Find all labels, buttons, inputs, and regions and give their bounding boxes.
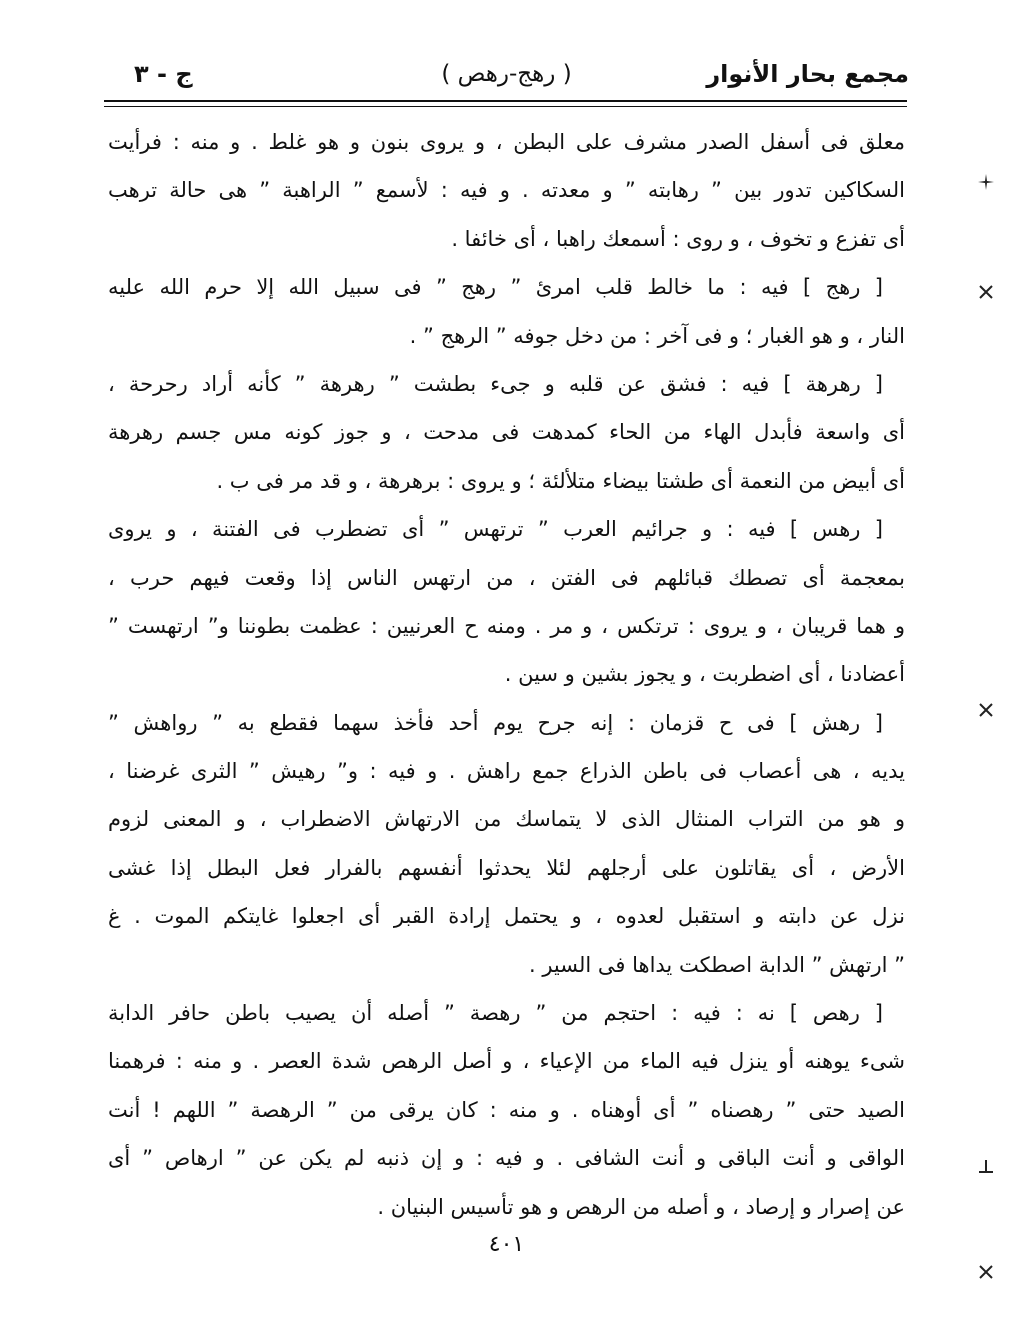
book-title: مجمع بحار الأنوار xyxy=(706,60,909,88)
text-line: الواقى و أنت الباقى و أنت الشافى . و فيه : و إن ذنبه لم يكن عن ” ارهاص ” أى xyxy=(108,1146,905,1171)
entry-rahs-sad xyxy=(108,989,905,1231)
text-line: [ رهج ] فيه : ما خالط قلب امرئ ” رهج ” فى سبيل الله إلا حرم الله عليه xyxy=(108,275,883,300)
running-header xyxy=(104,52,909,96)
text-line: و هو من التراب المنثال الذى لا يتماسك من الارتهاش الاضطراب ، و المعنى لزوم xyxy=(108,807,905,832)
tick-mark-icon xyxy=(976,1156,996,1176)
section-range: ( رهج-رهص ) xyxy=(441,61,572,87)
text-line: أى أبيض من النعمة أى طشتا بيضاء متلألئة ؛ و يروى : برهرهة ، و قد مر فى ب . xyxy=(216,468,905,493)
entry-rahsh xyxy=(108,699,905,989)
text-line: نزل عن دابته و استقبل لعدوه ، و يحتمل إرادة القبر أى اجعلوا غايتكم الموت . غ xyxy=(108,904,905,929)
text-line: أى تفزع و تخوف ، و روى : أسمعك راهبا ، أى خائفا . xyxy=(451,226,905,251)
text-line: [ رهص ] نه : فيه : احتجم من ” رهصة ” أصله أن يصيب باطن حافر الدابة xyxy=(108,1001,883,1026)
entry-rahraha xyxy=(108,360,905,505)
cross-mark-icon xyxy=(976,700,996,720)
cross-mark-icon xyxy=(976,1262,996,1282)
text-line: [ رهش ] فى ح قزمان : إنه جرح يوم أحد فأخذ سهما فقطع به ” رواهش ” xyxy=(108,710,883,735)
entry-rahs xyxy=(108,505,905,699)
asterisk-mark-icon xyxy=(976,172,996,192)
page-number: ٤٠١ xyxy=(488,1232,525,1257)
text-line: أعضادنا ، أى اضطربت ، و يجوز بشين و سين . xyxy=(504,662,905,687)
entry-rahj xyxy=(108,263,905,360)
page-body xyxy=(108,118,905,1231)
text-line: عن إصرار و إرصاد ، و أصله من الرهص و هو تأسيس البنيان . xyxy=(377,1194,905,1219)
text-line: النار ، و هو الغبار ؛ و فى آخر : من دخل جوفه ” الرهج ” . xyxy=(409,323,905,348)
text-line: أى واسعة فأبدل الهاء من الحاء كمدهت فى مدحت ، و جوز كونه مس جسم رهرهة xyxy=(108,420,905,445)
text-line: ” ارتهش ” الدابة اصطكت يداها فى السير . xyxy=(528,952,905,977)
header-rule-bottom xyxy=(104,106,907,107)
header-rule-top xyxy=(104,100,907,102)
text-line: يديه ، هى أعصاب فى باطن الذراع جمع راهش . و فيه : و” رهيش ” الثرى غرضنا ، xyxy=(108,759,905,784)
cross-mark-icon xyxy=(976,282,996,302)
text-line: الأرض ، أى يقاتلون على أرجلهم لئلا يحدثوا أنفسهم بالفرار فعل البطل إذا غشى xyxy=(108,855,905,880)
volume-number: ج - ٣ xyxy=(134,60,193,88)
text-line: الصيد حتى ” رهصناه ” أى أوهناه . و منه : كان يرقى من ” الرهصة ” اللهم ! أنت xyxy=(108,1097,905,1122)
text-line: بمعجمة أى تصطك قبائلهم فى الفتن ، من ارتهس الناس إذا وقعت فيهم حرب ، xyxy=(108,565,905,590)
paragraph-continuation xyxy=(108,118,905,263)
text-line: شىء يوهنه أو ينزل فيه الماء من الإعياء ، و أصل الرهص شدة العصر . و منه : فرهمنا xyxy=(108,1049,905,1074)
text-line: [ رهرهة ] فيه : فشق عن قلبه و جىء بطشت ” رهرهة ” كأنه أراد رحرحة ، xyxy=(108,371,883,396)
text-line: السكاكين تدور بين ” رهابته ” و معدته . و فيه : لأسمع ” الراهبة ” هى حالة ترهب xyxy=(108,178,905,203)
text-line: و هما قريبان ، و يروى : ترتكس ، و مر . ومنه ح العرنيين : عظمت بطوننا و” ارتهست ” xyxy=(108,613,905,638)
text-line: معلق فى أسفل الصدر مشرف على البطن ، و يروى بنون و هو غلط . و منه : فرأيت xyxy=(108,130,905,154)
text-line: [ رهس ] فيه : و جرائيم العرب ” ترتهس ” أى تضطرب فى الفتنة ، و يروى xyxy=(108,517,883,542)
